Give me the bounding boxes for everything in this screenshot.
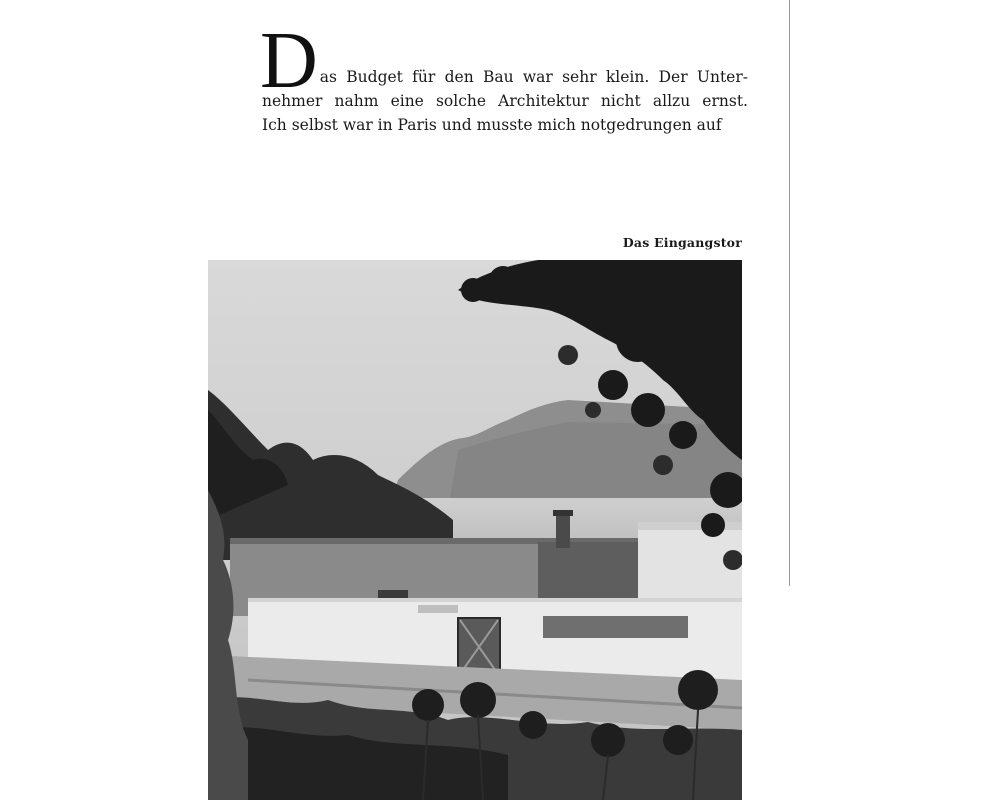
paragraph-line-1: as Budget für den Bau war sehr klein. Der Unter- [319,68,748,86]
intro-paragraph [260,17,748,137]
entrance-gate-photo [208,260,742,800]
page-edge-divider [789,0,790,586]
paragraph-line-2: nehmer nahm eine solche Architektur nicht allzu ernst. [262,92,748,110]
paragraph-line-3: Ich selbst war in Paris und musste mich notgedrungen auf [262,116,722,134]
figure-caption: Das Eingangstor [622,235,742,250]
chimney [556,514,570,548]
drop-cap: D [260,17,318,105]
